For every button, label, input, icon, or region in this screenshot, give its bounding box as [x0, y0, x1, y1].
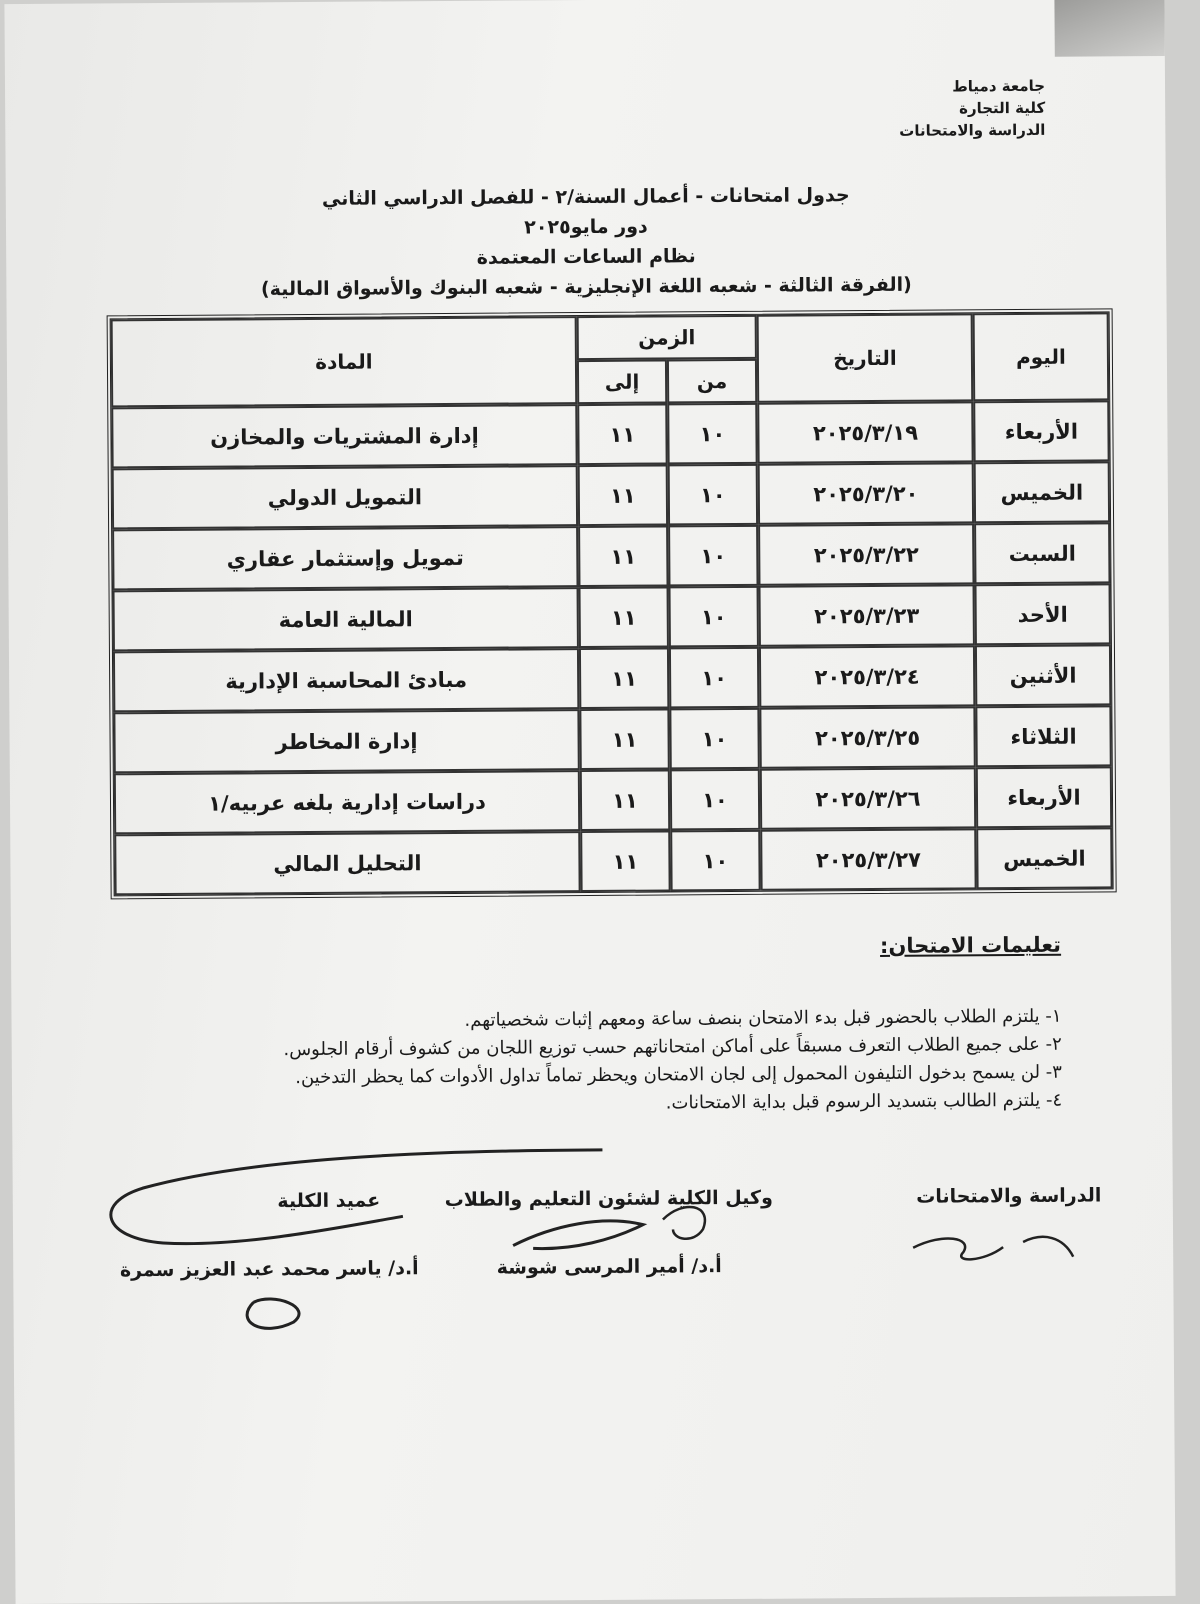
cell-to: ١١ [578, 525, 668, 587]
cell-from: ١٠ [670, 769, 760, 831]
cell-from: ١٠ [669, 586, 759, 648]
header-time: الزمن [577, 315, 757, 360]
cell-to: ١١ [579, 586, 669, 648]
cell-from: ١٠ [667, 403, 757, 465]
cell-from: ١٠ [669, 647, 759, 709]
cell-date: ٢٠٢٥/٣/١٩ [757, 401, 973, 464]
cell-day: الخميس [976, 827, 1112, 889]
cell-to: ١١ [579, 708, 669, 770]
instruction-item: ٢- على جميع الطلاب التعرف مسبقاً على أماكن امتحاناتهم حسب توزيع اللجان من كشوف أرقام الجلوس. [283, 1033, 1062, 1061]
cell-subject: دراسات إدارية بلغه عربيه/١ [114, 770, 580, 834]
cell-date: ٢٠٢٥/٣/٢٧ [760, 828, 976, 891]
vice-dean-title: وكيل الكلية لشئون التعليم والطلاب [444, 1186, 773, 1212]
paper-sheet [4, 0, 1175, 1604]
cell-subject: إدارة المخاطر [113, 709, 579, 773]
cell-date: ٢٠٢٥/٣/٢٠ [758, 462, 974, 525]
cell-from: ١٠ [670, 830, 760, 892]
cell-date: ٢٠٢٥/٣/٢٥ [759, 706, 975, 769]
cell-subject: المالية العامة [113, 587, 579, 651]
cell-date: ٢٠٢٥/٣/٢٤ [759, 645, 975, 708]
cell-subject: تمويل وإستثمار عقاري [112, 526, 578, 590]
cell-day: الأربعاء [976, 766, 1112, 828]
cell-to: ١١ [580, 769, 670, 831]
header-subject: المادة [111, 316, 578, 407]
cell-to: ١١ [580, 830, 670, 892]
cell-day: الخميس [974, 461, 1110, 523]
cell-day: الأربعاء [973, 400, 1109, 462]
department-name: الدراسة والامتحانات [899, 120, 1046, 140]
handwritten-signatures [4, 0, 1175, 1604]
cell-date: ٢٠٢٥/٣/٢٦ [760, 767, 976, 830]
university-name: جامعة دمياط [952, 76, 1046, 96]
cell-date: ٢٠٢٥/٣/٢٣ [759, 584, 975, 647]
cell-from: ١٠ [668, 464, 758, 526]
cell-to: ١١ [579, 647, 669, 709]
dean-title: عميد الكلية [277, 1189, 381, 1213]
cell-to: ١١ [577, 403, 667, 465]
header-day: اليوم [973, 312, 1110, 401]
cell-day: الأثنين [975, 644, 1111, 706]
schedule-title: جدول امتحانات - أعمال السنة/٢ - للفصل الدراسي الثاني [321, 184, 850, 210]
cell-day: السبت [974, 522, 1110, 584]
vice-dean-name: أ.د/ أمير المرسى شوشة [496, 1255, 722, 1279]
exams-title: الدراسة والامتحانات [916, 1184, 1102, 1208]
header-from: من [667, 359, 757, 404]
cell-date: ٢٠٢٥/٣/٢٢ [758, 523, 974, 586]
instructions-title: تعليمات الامتحان: [879, 932, 1062, 958]
header-to: إلى [577, 359, 667, 404]
cell-day: الثلاثاء [975, 705, 1111, 767]
instruction-item: ٤- يلتزم الطالب بتسديد الرسوم قبل بداية الامتحانات. [665, 1089, 1063, 1114]
dean-name: أ.د/ ياسر محمد عبد العزيز سمرة [119, 1257, 419, 1282]
header-date: التاريخ [757, 313, 974, 403]
faculty-name: كلية التجارة [958, 98, 1046, 118]
system-title: نظام الساعات المعتمدة [476, 245, 696, 269]
cell-subject: التمويل الدولي [112, 465, 578, 529]
cell-subject: مبادئ المحاسبة الإدارية [113, 648, 579, 712]
session-title: دور مايو٢٠٢٥ [524, 215, 648, 239]
cell-from: ١٠ [668, 525, 758, 587]
instruction-item: ٣- لن يسمح بدخول التليفون المحمول إلى لجان الامتحان ويحظر تماماً تداول الأدوات كما يحظر التدخين. [295, 1061, 1062, 1089]
cell-from: ١٠ [669, 708, 759, 770]
cell-day: الأحد [975, 583, 1111, 645]
cell-to: ١١ [578, 464, 668, 526]
cell-subject: التحليل المالي [114, 831, 580, 895]
division-title: (الفرقة الثالثة - شعبه اللغة الإنجليزية - شعبه البنوك والأسواق المالية) [260, 273, 912, 301]
cell-subject: إدارة المشتريات والمخازن [111, 404, 577, 468]
instruction-item: ١- يلتزم الطلاب بالحضور قبل بدء الامتحان بنصف ساعة ومعهم إثبات شخصياتهم. [464, 1005, 1062, 1031]
